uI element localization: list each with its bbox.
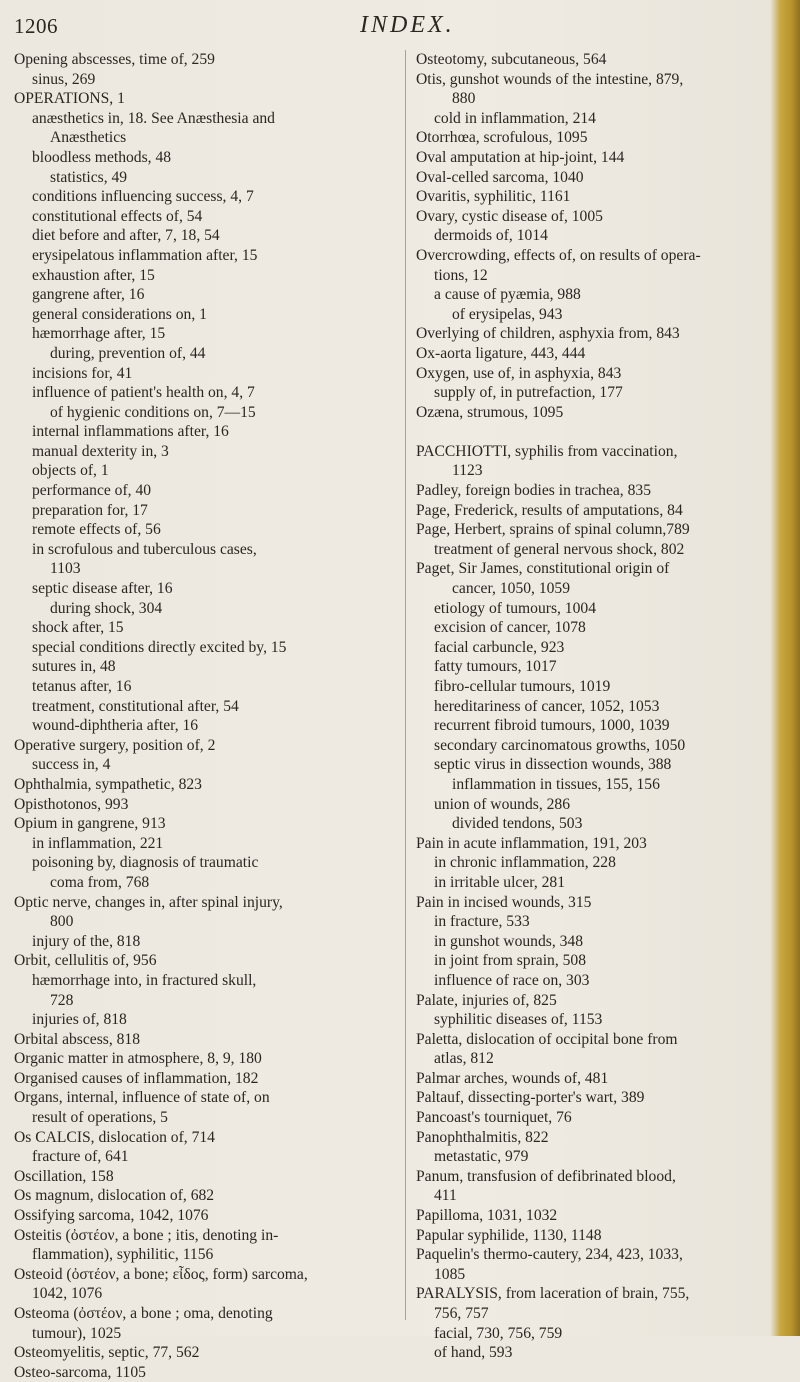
index-entry: Opium in gangrene, 913 <box>14 815 166 833</box>
index-subentry: shock after, 15 <box>32 619 124 637</box>
index-entry: Oval-celled sarcoma, 1040 <box>416 168 584 186</box>
index-subentry: manual dexterity in, 3 <box>32 442 169 460</box>
index-entry: Organised causes of inflammation, 182 <box>14 1069 259 1087</box>
index-subentry: secondary carcinomatous growths, 1050 <box>434 736 686 754</box>
index-entry: PARALYSIS, from laceration of brain, 755, <box>416 1285 690 1303</box>
index-subentry: hereditariness of cancer, 1052, 1053 <box>434 697 660 715</box>
index-subentry: 880 <box>452 90 476 108</box>
index-entry: Overlying of children, asphyxia from, 843 <box>416 325 680 343</box>
index-entry: Oxygen, use of, in asphyxia, 843 <box>416 364 622 382</box>
index-subentry: syphilitic diseases of, 1153 <box>434 1011 603 1029</box>
index-entry: OPERATIONS, 1 <box>14 90 125 108</box>
index-subentry: dermoids of, 1014 <box>434 227 548 245</box>
index-subentry: 1103 <box>50 560 81 578</box>
index-entry: Pain in incised wounds, 315 <box>416 893 592 911</box>
index-subentry: influence of race on, 303 <box>434 971 590 989</box>
index-subentry: fatty tumours, 1017 <box>434 658 557 676</box>
index-entry: Osteomyelitis, septic, 77, 562 <box>14 1344 200 1362</box>
index-entry: Osteoid (ὀστέον, a bone; εἶδος, form) sarcoma, <box>14 1265 308 1283</box>
index-entry: Organs, internal, influence of state of, on <box>14 1089 270 1107</box>
index-subentry: tions, 12 <box>434 266 488 284</box>
index-subentry: in gunshot wounds, 348 <box>434 932 584 950</box>
left-column <box>14 50 398 1382</box>
index-subentry: cold in inflammation, 214 <box>434 109 596 127</box>
index-subentry: injuries of, 818 <box>32 1011 127 1029</box>
index-subentry: tumour), 1025 <box>32 1324 122 1342</box>
index-subentry: objects of, 1 <box>32 462 109 480</box>
index-entry: Paltauf, dissecting-porter's wart, 389 <box>416 1089 645 1107</box>
index-subentry: preparation for, 17 <box>32 501 148 519</box>
index-subentry: influence of patient's health on, 4, 7 <box>32 384 255 402</box>
index-subentry: fracture of, 641 <box>32 1148 129 1166</box>
index-entry: Organic matter in atmosphere, 8, 9, 180 <box>14 1050 262 1068</box>
index-entry: Papular syphilide, 1130, 1148 <box>416 1226 602 1244</box>
running-title: INDEX. <box>360 12 455 38</box>
index-subentry: bloodless methods, 48 <box>32 148 172 166</box>
index-entry: Overcrowding, effects of, on results of opera- <box>416 246 701 264</box>
index-subentry: sutures in, 48 <box>32 658 116 676</box>
index-subentry: anæsthetics in, 18. See Anæsthesia and <box>32 109 275 127</box>
index-entry: Os CALCIS, dislocation of, 714 <box>14 1128 215 1146</box>
index-subentry: of hand, 593 <box>434 1344 513 1362</box>
index-entry: Osteitis (ὀστέον, a bone ; itis, denoting in- <box>14 1226 279 1244</box>
index-subentry: inflammation in tissues, 155, 156 <box>452 775 660 793</box>
index-subentry: cancer, 1050, 1059 <box>452 580 571 598</box>
index-entry: Pancoast's tourniquet, 76 <box>416 1109 572 1127</box>
index-subentry: of hygienic conditions on, 7—15 <box>50 403 256 421</box>
index-subentry: Anæsthetics <box>50 129 127 147</box>
index-subentry: statistics, 49 <box>50 168 128 186</box>
index-entry: Osteotomy, subcutaneous, 564 <box>416 51 607 68</box>
index-subentry: septic virus in dissection wounds, 388 <box>434 756 672 774</box>
index-entry: Paletta, dislocation of occipital bone from <box>416 1030 678 1048</box>
index-subentry: flammation), syphilitic, 1156 <box>32 1246 214 1264</box>
right-column <box>416 50 772 1363</box>
index-subentry: 756, 757 <box>434 1305 489 1322</box>
index-entry: Otorrhœa, scrofulous, 1095 <box>416 129 588 147</box>
index-subentry: special conditions directly excited by, 15 <box>32 638 287 656</box>
index-subentry: 1123 <box>452 462 483 480</box>
index-entry: Opening abscesses, time of, 259 <box>14 51 215 68</box>
index-subentry: hæmorrhage after, 15 <box>32 325 166 343</box>
index-subentry: conditions influencing success, 4, 7 <box>32 188 254 206</box>
index-subentry: constitutional effects of, 54 <box>32 207 203 225</box>
index-entry: Paget, Sir James, constitutional origin of <box>416 560 670 578</box>
index-subentry: 411 <box>434 1187 457 1205</box>
index-subentry: divided tendons, 503 <box>452 815 583 833</box>
index-entry: Ozæna, strumous, 1095 <box>416 403 564 421</box>
index-subentry: 800 <box>50 913 74 931</box>
index-entry: Ossifying sarcoma, 1042, 1076 <box>14 1207 209 1225</box>
index-subentry: in scrofulous and tuberculous cases, <box>32 540 257 558</box>
index-subentry: a cause of pyæmia, 988 <box>434 286 581 304</box>
index-subentry: in chronic inflammation, 228 <box>434 854 616 872</box>
page-edge-tab <box>770 0 800 1336</box>
index-subentry: 1085 <box>434 1265 466 1283</box>
column-divider <box>405 50 406 1320</box>
index-entry: Ophthalmia, sympathetic, 823 <box>14 775 202 793</box>
index-subentry: exhaustion after, 15 <box>32 266 155 284</box>
index-entry: Paquelin's thermo-cautery, 234, 423, 1033, <box>416 1246 683 1264</box>
index-subentry: wound-diphtheria after, 16 <box>32 717 199 735</box>
index-subentry: injury of the, 818 <box>32 932 141 950</box>
index-subentry: of erysipelas, 943 <box>452 305 563 323</box>
index-subentry: etiology of tumours, 1004 <box>434 599 596 617</box>
index-subentry: atlas, 812 <box>434 1050 494 1068</box>
index-subentry: in inflammation, 221 <box>32 834 164 852</box>
index-subentry: incisions for, 41 <box>32 364 133 382</box>
index-entry: Orbital abscess, 818 <box>14 1030 141 1048</box>
index-entry: Oscillation, 158 <box>14 1167 114 1185</box>
index-subentry: recurrent fibroid tumours, 1000, 1039 <box>434 717 670 735</box>
index-entry: Osteo-sarcoma, 1105 <box>14 1363 146 1381</box>
index-subentry: hæmorrhage into, in fractured skull, <box>32 971 257 989</box>
index-entry: Otis, gunshot wounds of the intestine, 879, <box>416 70 684 88</box>
index-subentry: result of operations, 5 <box>32 1109 168 1127</box>
index-entry: Pain in acute inflammation, 191, 203 <box>416 834 647 852</box>
index-entry: Papilloma, 1031, 1032 <box>416 1207 558 1225</box>
index-subentry: poisoning by, diagnosis of traumatic <box>32 854 259 872</box>
index-subentry: union of wounds, 286 <box>434 795 571 813</box>
index-subentry: coma from, 768 <box>50 873 150 891</box>
index-entry: Ovary, cystic disease of, 1005 <box>416 207 603 225</box>
index-entry: Optic nerve, changes in, after spinal injury, <box>14 893 283 911</box>
index-entry: Opisthotonos, 993 <box>14 795 129 813</box>
index-subentry: gangrene after, 16 <box>32 286 145 304</box>
index-entry: Oval amputation at hip-joint, 144 <box>416 148 625 166</box>
index-entry: Orbit, cellulitis of, 956 <box>14 952 157 970</box>
index-subentry: in joint from sprain, 508 <box>434 952 587 970</box>
index-subentry: success in, 4 <box>32 756 111 774</box>
index-entry: Panophthalmitis, 822 <box>416 1128 549 1146</box>
index-entry: Panum, transfusion of defibrinated blood, <box>416 1167 676 1185</box>
index-entry: PACCHIOTTI, syphilis from vaccination, <box>416 442 678 460</box>
index-subentry: internal inflammations after, 16 <box>32 423 229 441</box>
index-subentry: in irritable ulcer, 281 <box>434 873 566 891</box>
index-subentry: treatment of general nervous shock, 802 <box>434 540 685 558</box>
index-subentry: erysipelatous inflammation after, 15 <box>32 246 258 264</box>
index-entry: Os magnum, dislocation of, 682 <box>14 1187 215 1205</box>
index-subentry: during, prevention of, 44 <box>50 344 206 362</box>
index-subentry: facial, 730, 756, 759 <box>434 1324 563 1342</box>
index-subentry: metastatic, 979 <box>434 1148 529 1166</box>
index-entry: Palate, injuries of, 825 <box>416 991 557 1009</box>
page-header <box>0 8 800 44</box>
index-subentry: during shock, 304 <box>50 599 163 617</box>
index-subentry: supply of, in putrefaction, 177 <box>434 384 623 402</box>
index-subentry: treatment, constitutional after, 54 <box>32 697 239 715</box>
index-subentry: facial carbuncle, 923 <box>434 638 565 656</box>
index-subentry: diet before and after, 7, 18, 54 <box>32 227 220 245</box>
index-subentry: excision of cancer, 1078 <box>434 619 586 637</box>
index-subentry: remote effects of, 56 <box>32 521 161 539</box>
index-subentry: tetanus after, 16 <box>32 678 132 695</box>
index-subentry: in fracture, 533 <box>434 913 530 931</box>
index-entry: Palmar arches, wounds of, 481 <box>416 1069 609 1087</box>
index-subentry: sinus, 269 <box>32 70 96 88</box>
index-entry: Osteoma (ὀστέον, a bone ; oma, denoting <box>14 1305 273 1322</box>
index-subentry: performance of, 40 <box>32 482 152 500</box>
page-number: 1206 <box>14 14 58 38</box>
index-entry: Page, Herbert, sprains of spinal column,789 <box>416 521 690 539</box>
index-entry: Ovaritis, syphilitic, 1161 <box>416 188 571 206</box>
index-entry: Operative surgery, position of, 2 <box>14 736 216 754</box>
index-gap <box>416 422 772 442</box>
index-subentry: fibro-cellular tumours, 1019 <box>434 678 611 695</box>
index-entry: Page, Frederick, results of amputations, 84 <box>416 501 683 519</box>
index-subentry: general considerations on, 1 <box>32 305 207 323</box>
index-subentry: septic disease after, 16 <box>32 580 173 598</box>
index-subentry: 728 <box>50 991 74 1009</box>
index-entry: Padley, foreign bodies in trachea, 835 <box>416 482 651 500</box>
index-entry: Ox-aorta ligature, 443, 444 <box>416 344 586 362</box>
index-subentry: 1042, 1076 <box>32 1285 103 1303</box>
